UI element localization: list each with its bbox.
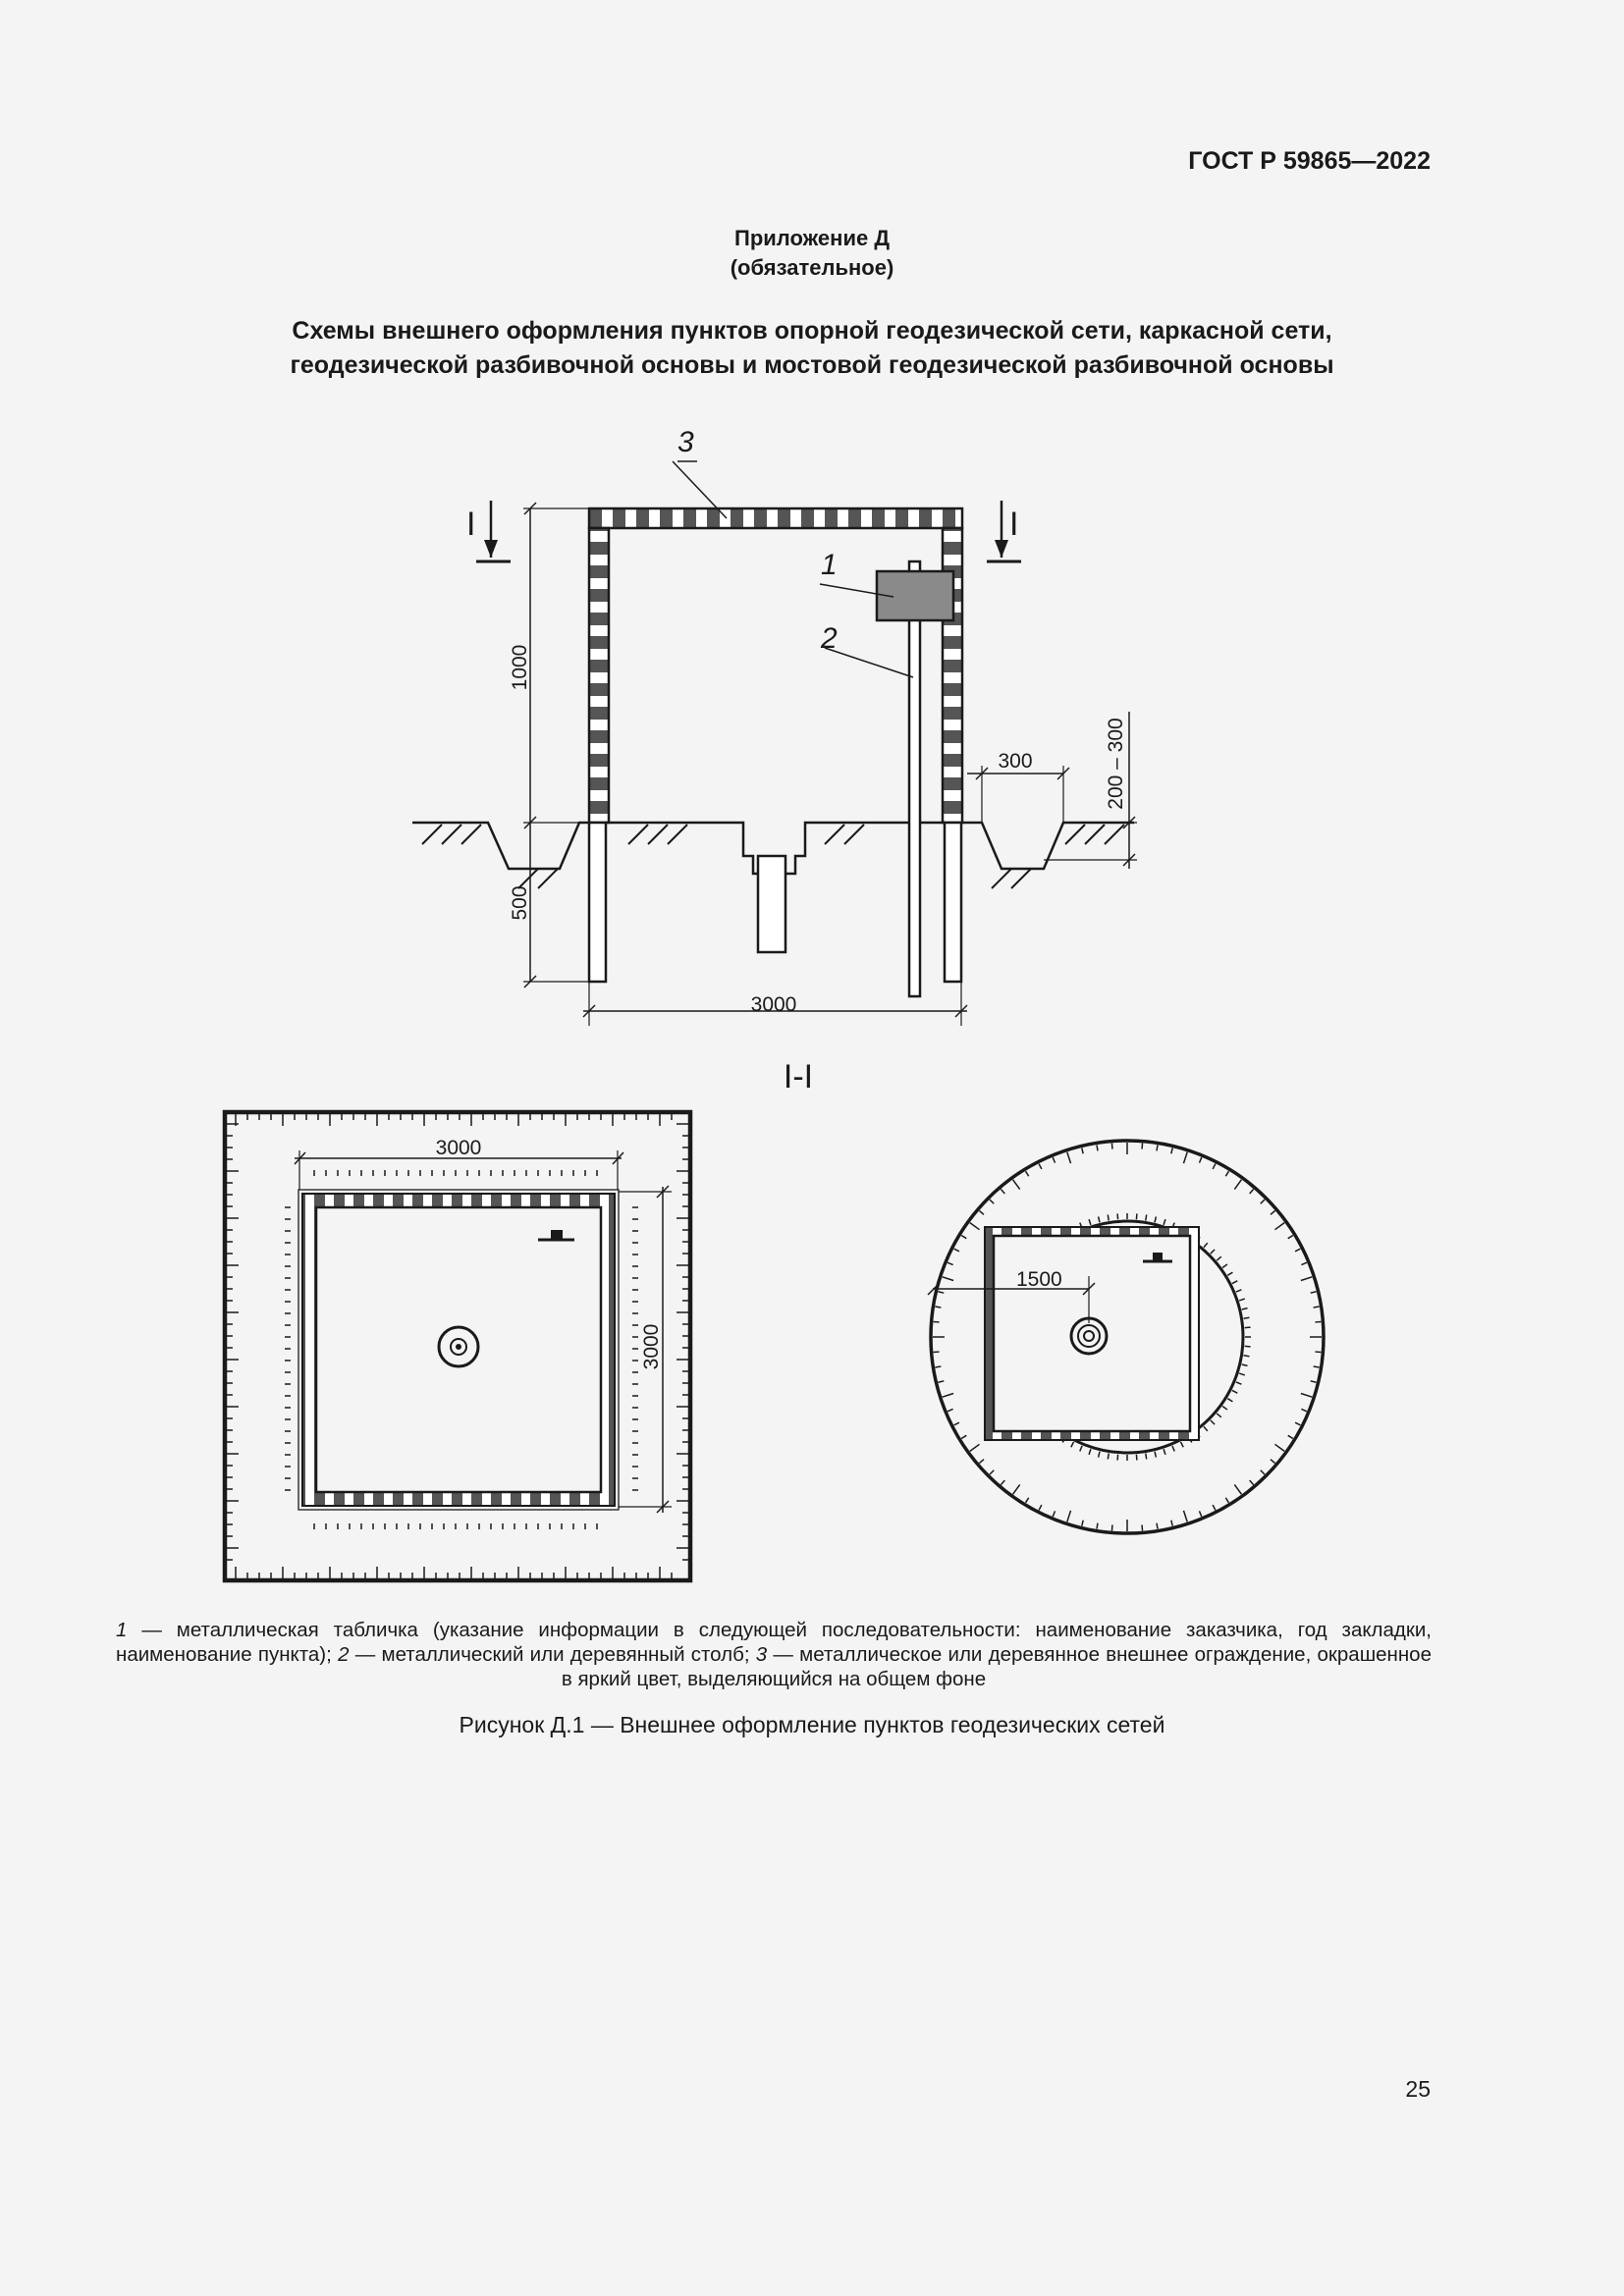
elevation-view xyxy=(412,461,1137,1026)
section-title: I-I xyxy=(783,1058,814,1095)
dim-height: 1000 xyxy=(509,644,531,691)
legend-text-2: — металлический или деревянный столб; xyxy=(349,1643,756,1666)
legend-text-1: — металлическая табличка (указание информации в следующей последовательности: наименование заказчика, год закладки, наименование пункта); xyxy=(116,1619,1432,1666)
callout-2: 2 xyxy=(821,622,838,655)
dim-depth: 500 xyxy=(509,885,531,921)
legend-key-1: 1 xyxy=(116,1619,128,1641)
section-mark-right: I xyxy=(1009,506,1019,543)
appendix-status: (обязательное) xyxy=(730,255,894,280)
section-mark-left: I xyxy=(466,506,476,543)
dim-plan-height: 3000 xyxy=(640,1323,663,1370)
title-line-2: геодезической разбивочной основы и мостовой геодезической разбивочной основы xyxy=(290,351,1334,379)
callout-3: 3 xyxy=(677,426,694,458)
dim-ditch-depth: 200 – 300 xyxy=(1105,718,1127,810)
legend-key-2: 2 xyxy=(338,1643,350,1666)
pole xyxy=(909,561,920,996)
callout-1: 1 xyxy=(821,549,838,581)
appendix-title: Приложение Д xyxy=(734,226,890,250)
figure-legend xyxy=(116,1618,1432,1691)
round-plan xyxy=(928,1141,1324,1533)
square-plan xyxy=(225,1112,690,1580)
legend-text-3: — металлическое или деревянное внешнее ограждение, окрашенное в яркий цвет, выделяющийся на общем фоне xyxy=(561,1643,1432,1690)
page-number: 25 xyxy=(1405,2076,1431,2102)
legend-key-3: 3 xyxy=(755,1643,768,1666)
center-mark xyxy=(758,856,785,952)
title-line-1: Схемы внешнего оформления пунктов опорной геодезической сети, каркасной сети, xyxy=(292,317,1332,345)
standard-number: ГОСТ Р 59865—2022 xyxy=(1188,147,1431,175)
fence-top-rail xyxy=(589,508,962,528)
figure-caption: Рисунок Д.1 — Внешнее оформление пунктов геодезических сетей xyxy=(459,1712,1165,1737)
dim-ditch-width: 300 xyxy=(998,750,1033,773)
dim-width: 3000 xyxy=(750,993,797,1016)
dim-plan-width: 3000 xyxy=(435,1137,482,1159)
fence-left-post xyxy=(589,528,609,823)
dim-radius: 1500 xyxy=(1016,1268,1062,1291)
